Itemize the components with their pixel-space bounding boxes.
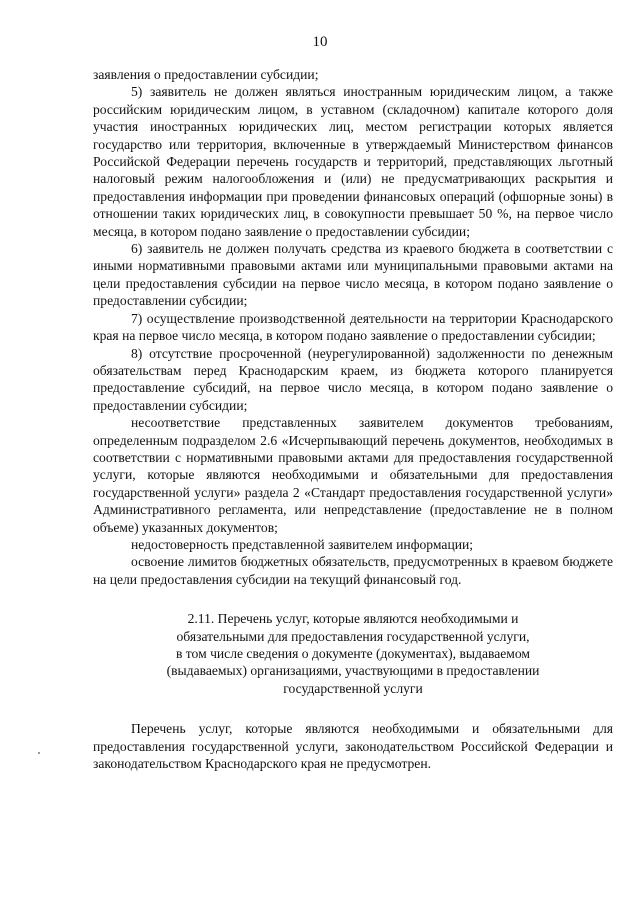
page-number: 10	[312, 34, 328, 50]
paragraph-budget-limits: освоение лимитов бюджетных обязательств, предусмотренных в краевом бюджете на цели предоставления субсидии на текущий финансовый год.	[93, 554, 613, 587]
section-heading-2-11	[93, 610, 613, 697]
margin-mark	[38, 752, 40, 754]
section-heading-line: (выдаваемых) организациями, участвующими в предоставлении	[166, 663, 540, 679]
paragraph-unreliability: недостоверность представленной заявителем информации;	[131, 536, 474, 552]
section-heading-line: обязательными для предоставления государственной услуги,	[176, 628, 530, 644]
paragraph-continuation: заявления о предоставлении субсидии;	[93, 67, 319, 82]
section-heading-line: государственной услуги	[283, 680, 423, 696]
paragraph-nonconformity: несоответствие представленных заявителем документов требованиям, определенным подразделом 2.6 «Исчерпывающий перечень документов, необходимых в соответствии с нормативными правовыми актами для предоставления государственной услуги, которые являются необходимыми и обязательными для предоставления государственной услуги» раздела 2 «Стандарт предоставления государственной услуги» Административного регламента, или непредставление (предоставление не в полном объеме) указанных документов;	[93, 415, 613, 535]
paragraph-item-6: 6) заявитель не должен получать средства из краевого бюджета в соответствии с иными нормативными правовыми актами или муниципальными правовыми актами на цели предоставления субсидии на первое число месяца, в котором подано заявление о предоставлении субсидии;	[93, 241, 613, 309]
paragraph-item-5: 5) заявитель не должен являться иностранным юридическим лицом, а также российским юридическим лицом, в уставном (складочном) капитале которого доля участия иностранных юридических лиц, местом регистрации которых является государство или территория, включенные в утверждаемый Министерством финансов Российской Федерации перечень государств и территорий, представляющих льготный налоговый режим налогообложения и (или) не предусматривающих раскрытия и предоставления информации при проведении финансовых операций (офшорные зоны) в отношении таких юридических лиц, в совокупности превышает 50 %, на первое число месяца, в котором подано заявление о предоставлении субсидии;	[93, 84, 613, 239]
paragraph-item-8: 8) отсутствие просроченной (неурегулированной) задолженности по денежным обязательствам перед Краснодарским краем, из бюджета которого планируется предоставление субсидий, на первое число месяца, в котором подано заявление о предоставлении субсидии;	[93, 345, 613, 413]
section-heading-line: 2.11. Перечень услуг, которые являются необходимыми и	[187, 611, 519, 627]
document-body	[93, 66, 613, 772]
section-heading-line: в том числе сведения о документе (документах), выдаваемом	[175, 646, 531, 661]
paragraph-closing: Перечень услуг, которые являются необходимыми и обязательными для предоставления государственной услуги, законодательством Российской Федерации и законодательством Краснодарского края не предусмотрен.	[93, 721, 613, 772]
paragraph-item-7: 7) осуществление производственной деятельности на территории Краснодарского края на первое число месяца, в котором подано заявление о предоставлении субсидии;	[93, 310, 613, 344]
